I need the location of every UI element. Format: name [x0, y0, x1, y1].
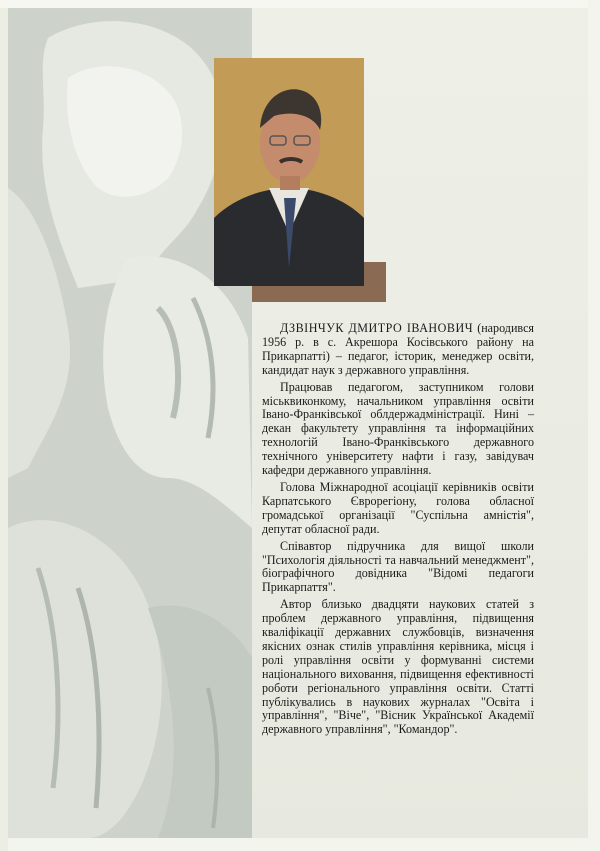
bio-paragraph-4: Співавтор підручника для вищої школи "Психологія діяльності та навчальний менеджмент", біографічного довідника "Відомі педагоги Прикарпаття".	[262, 538, 534, 595]
bio-paragraph-5: Автор близько двадцяти наукових статей з проблем державного управління, підвищення кваліфікації державних службовців, визначення якісних ознак стилів управління керівника, місця і ролі управління освіти у формуванні системи національного виховання, підвищення ефективності роботи регіонального управління освіти. Статті публікувались в наукових журналах "Освіта і управління", "Віче", "Вісник Української Академії державного управління", "Командор".	[262, 597, 534, 737]
author-name: ДЗВІНЧУК ДМИТРО ІВАНОВИЧ	[280, 321, 474, 335]
bio-paragraph-3: Голова Міжнародної асоціації керівників освіти Карпатського Єврорегіону, голова обласної громадської організації "Суспільна амністія", депутат обласної ради.	[262, 479, 534, 536]
bio-paragraph-2: Працював педагогом, заступником голови міськвиконкому, начальником управління освіти Івано-Франківської облдержадміністрації. Нині – декан факультету управління та інформаційних технологій Івано-Франківського державного технічного університету нафти і газу, завідувач кафедри державного управління.	[262, 379, 534, 478]
page-edge	[0, 0, 600, 8]
author-bio	[262, 322, 534, 740]
page-bottom-edge	[8, 838, 588, 851]
page-edge	[588, 0, 600, 851]
bio-paragraph-1: ДЗВІНЧУК ДМИТРО ІВАНОВИЧ (народився 1956 р. в с. Акрешора Косівського району на Прикарпатті) – педагог, історик, менеджер освіти, кандидат наук з державного управління.	[262, 321, 534, 377]
author-portrait-photo	[214, 58, 364, 286]
